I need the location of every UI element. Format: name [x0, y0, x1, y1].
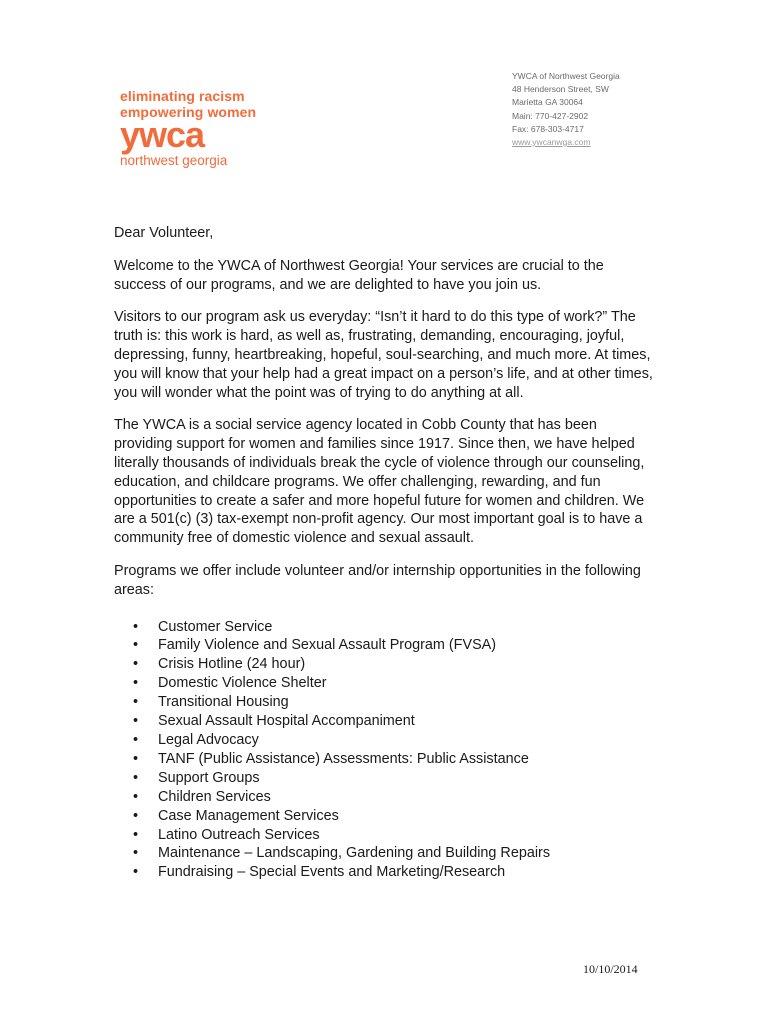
program-label: Customer Service [158, 618, 273, 635]
program-list-item [114, 788, 654, 807]
program-label: Support Groups [158, 769, 260, 786]
bullet-icon: • [133, 656, 139, 673]
program-list-item [114, 731, 654, 750]
address-org: YWCA of Northwest Georgia [512, 71, 620, 81]
logo-region: northwest georgia [120, 153, 228, 168]
ywca-logo [120, 88, 256, 169]
logo-brand-wordmark: ywca [120, 114, 205, 155]
bullet-icon: • [133, 788, 139, 805]
bullet-icon: • [133, 675, 139, 692]
program-list-item [114, 693, 654, 712]
program-list-item [114, 636, 654, 655]
program-label: Legal Advocacy [158, 731, 259, 748]
program-list-item [114, 655, 654, 674]
letter-body [114, 224, 654, 882]
bullet-icon: • [133, 713, 139, 730]
letterhead-address [512, 70, 620, 149]
program-label: Family Violence and Sexual Assault Program (FVSA) [158, 637, 497, 654]
bullet-icon: • [133, 731, 139, 748]
program-list-item [114, 618, 654, 637]
address-website-link[interactable]: www.ywcanwga.com [512, 137, 591, 148]
address-main-phone: Main: 770-427-2902 [512, 110, 589, 121]
programs-list [114, 618, 654, 883]
program-list-item [114, 844, 654, 863]
address-street: 48 Henderson Street, SW [512, 84, 609, 95]
letter-salutation: Dear Volunteer, [114, 225, 214, 241]
program-label: TANF (Public Assistance) Assessments: Public Assistance [158, 750, 529, 767]
program-label: Domestic Violence Shelter [158, 675, 327, 692]
logo-tagline-racism: eliminating racism [120, 88, 245, 104]
program-list-item [114, 712, 654, 731]
program-list-item [114, 674, 654, 693]
program-list-item [114, 769, 654, 788]
bullet-icon: • [133, 769, 139, 786]
program-label: Sexual Assault Hospital Accompaniment [158, 713, 415, 730]
program-label: Latino Outreach Services [158, 826, 320, 843]
letter-paragraph-welcome: Welcome to the YWCA of Northwest Georgia! Your services are crucial to the success of our programs, and we are delighted to have you join us. [114, 257, 604, 293]
bullet-icon: • [133, 750, 139, 767]
program-label: Case Management Services [158, 807, 339, 824]
letter-paragraph-about: The YWCA is a social service agency located in Cobb County that has been providing support for women and families since 1917. Since then, we have helped literally thousands of individuals break the cycle of violence through our counseling, education, and childcare programs. We offer challenging, rewarding, and fun opportunities to create a safer and more hopeful future for women and children. We are a 501(c) (3) tax-exempt non-profit agency. Our most important goal is to have a community free of domestic violence and sexual assault. [114, 417, 645, 547]
footer-date: 10/10/2014 [583, 962, 638, 976]
bullet-icon: • [133, 694, 139, 711]
address-city: Marietta GA 30064 [512, 97, 583, 108]
letter-paragraph-programs-intro: Programs we offer include volunteer and/or internship opportunities in the following areas: [114, 562, 641, 598]
logo-tagline-women: empowering women [120, 104, 257, 120]
bullet-icon: • [133, 826, 139, 843]
program-list-item [114, 863, 654, 882]
bullet-icon: • [133, 637, 139, 654]
bullet-icon: • [133, 618, 139, 635]
program-label: Transitional Housing [158, 694, 289, 711]
program-list-item [114, 826, 654, 845]
program-label: Children Services [158, 788, 271, 805]
address-fax: Fax: 678-303-4717 [512, 123, 584, 134]
program-list-item [114, 750, 654, 769]
bullet-icon: • [133, 807, 139, 824]
program-list-item [114, 807, 654, 826]
program-label: Maintenance – Landscaping, Gardening and Building Repairs [158, 845, 551, 862]
bullet-icon: • [133, 845, 139, 862]
letter-paragraph-visitors: Visitors to our program ask us everyday: “Isn’t it hard to do this type of work?” The truth is: this work is hard, as well as, frustrating, demanding, encouraging, joyful, depressing, funny, heartbreaking, hopeful, soul-searching, and much more. At times, you will know that your help had a great impact on a person’s life, and at other times, you will wonder what the point was of trying to do anything at all. [114, 309, 653, 401]
program-label: Crisis Hotline (24 hour) [158, 656, 306, 673]
bullet-icon: • [133, 864, 139, 881]
program-label: Fundraising – Special Events and Marketing/Research [158, 864, 506, 881]
